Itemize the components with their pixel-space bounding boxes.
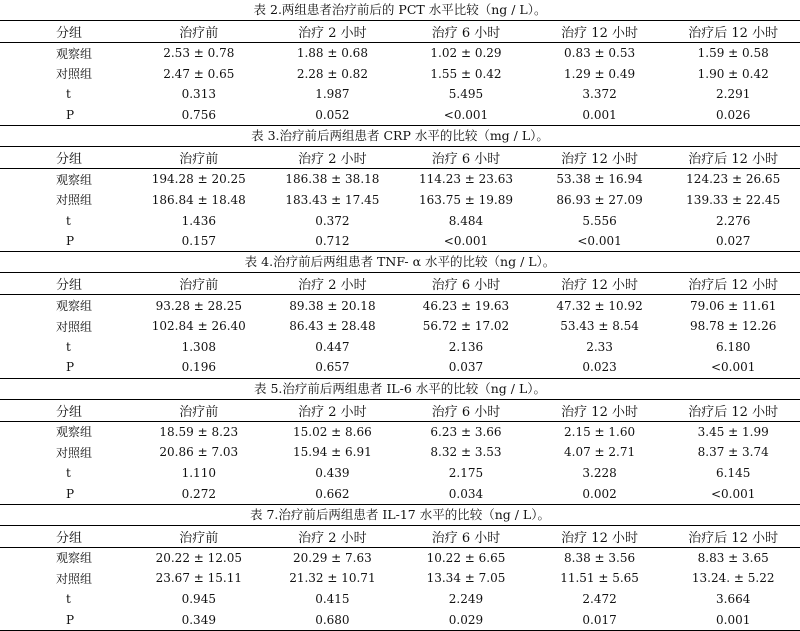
row-label: 观察组: [56, 46, 93, 61]
table-cell: <0.001: [533, 231, 667, 252]
table-cell: 2.33: [586, 339, 613, 354]
table-cell: 3.372: [582, 87, 617, 102]
table-cell: 3.45 ± 1.99: [697, 424, 769, 439]
table-cell: 2.472: [582, 592, 617, 607]
column-header: 治疗前: [132, 525, 266, 547]
column-header: 治疗后 12 小时: [666, 21, 800, 43]
table-cell: 1.88 ± 0.68: [296, 46, 368, 61]
table-cell: 1.02 ± 0.29: [430, 46, 502, 61]
row-label: t: [66, 339, 71, 354]
table-cell: 2.28 ± 0.82: [296, 66, 368, 81]
table-cell: 163.75 ± 19.89: [418, 192, 513, 207]
table-cell: 8.37 ± 3.74: [697, 445, 769, 460]
table-cell: 89.38 ± 20.18: [289, 298, 376, 313]
table-cell: 20.29 ± 7.63: [293, 550, 372, 565]
table-cell: <0.001: [666, 483, 800, 504]
table-block: [0, 0, 800, 126]
table-cell: 0.001: [533, 105, 667, 126]
table-cell: 186.38 ± 38.18: [285, 172, 380, 187]
table-cell: 102.84 ± 26.40: [151, 319, 246, 334]
table-cell: <0.001: [399, 231, 533, 252]
table-block: [0, 505, 800, 631]
row-label: t: [66, 466, 71, 481]
column-header: 分组: [0, 21, 132, 43]
column-header: 治疗前: [132, 273, 266, 295]
data-table: [0, 146, 800, 252]
table-row: [0, 316, 800, 337]
table-row: [0, 43, 800, 64]
table-cell: 139.33 ± 22.45: [686, 192, 781, 207]
table-cell: 0.349: [132, 610, 266, 631]
row-label: 观察组: [56, 299, 93, 314]
column-header: 治疗 6 小时: [399, 525, 533, 547]
table-block: [0, 126, 800, 252]
table-cell: 3.228: [582, 466, 617, 481]
column-header: 治疗后 12 小时: [666, 273, 800, 295]
column-header: 分组: [0, 525, 132, 547]
table-caption: 表 4.治疗前后两组患者 TNF- α 水平的比较（ng / L）。: [244, 254, 556, 270]
table-cell: 13.34 ± 7.05: [426, 571, 506, 586]
row-label: 对照组: [56, 319, 93, 334]
row-label: 观察组: [56, 172, 93, 187]
table-row: [0, 421, 800, 442]
table-cell: 2.136: [448, 339, 484, 354]
table-row: [0, 189, 800, 210]
row-label: t: [66, 592, 71, 607]
row-label: 观察组: [56, 551, 93, 566]
table-cell: 47.32 ± 10.92: [556, 298, 643, 313]
table-caption: 表 3.治疗前后两组患者 CRP 水平的比较（mg / L）。: [251, 128, 549, 144]
table-row: [0, 105, 800, 126]
table-caption: 表 2.两组患者治疗前后的 PCT 水平比较（ng / L）。: [253, 2, 547, 17]
table-cell: 11.51 ± 5.65: [560, 571, 639, 586]
table-cell: 6.23 ± 3.66: [430, 424, 502, 439]
table-cell: <0.001: [399, 105, 533, 126]
column-header: 治疗后 12 小时: [666, 399, 800, 421]
row-label: P: [0, 483, 132, 504]
table-cell: 2.53 ± 0.78: [163, 46, 235, 61]
table-cell: 186.84 ± 18.48: [151, 192, 246, 207]
data-table: [0, 272, 800, 378]
table-caption: 表 5.治疗前后两组患者 IL-6 水平的比较（ng / L）。: [253, 380, 547, 396]
table-cell: 114.23 ± 23.63: [418, 172, 513, 187]
table-cell: 0.052: [266, 105, 400, 126]
table-cell: 23.67 ± 15.11: [155, 571, 242, 586]
table-cell: 0.027: [666, 231, 800, 252]
table-row: [0, 357, 800, 378]
row-label: t: [66, 213, 71, 228]
table-cell: 1.987: [315, 87, 350, 102]
table-cell: 183.43 ± 17.45: [285, 192, 380, 207]
table-cell: 0.313: [181, 87, 216, 102]
table-cell: 0.372: [315, 213, 350, 228]
table-cell: <0.001: [666, 357, 800, 378]
table-cell: 0.945: [181, 592, 216, 607]
column-header: 治疗 6 小时: [399, 273, 533, 295]
column-header: 治疗前: [132, 147, 266, 169]
table-cell: 1.90 ± 0.42: [697, 66, 769, 81]
column-header: 治疗 6 小时: [399, 399, 533, 421]
column-header: 治疗后 12 小时: [666, 525, 800, 547]
table-cell: 0.002: [533, 483, 667, 504]
table-cell: 53.38 ± 16.94: [556, 172, 643, 187]
column-header: 治疗 6 小时: [399, 147, 533, 169]
table-cell: 18.59 ± 8.23: [159, 424, 239, 439]
table-cell: 0.023: [533, 357, 667, 378]
table-cell: 0.029: [399, 610, 533, 631]
table-cell: 0.662: [266, 483, 400, 504]
table-cell: 1.29 ± 0.49: [564, 66, 636, 81]
table-cell: 124.23 ± 26.65: [686, 172, 781, 187]
column-header: 治疗后 12 小时: [666, 147, 800, 169]
header-row: [0, 147, 800, 169]
table-cell: 56.72 ± 17.02: [422, 319, 510, 334]
row-label: P: [0, 610, 132, 631]
table-row: [0, 463, 800, 484]
column-header: 分组: [0, 399, 132, 421]
table-cell: 8.38 ± 3.56: [564, 550, 636, 565]
table-cell: 10.22 ± 6.65: [426, 550, 506, 565]
table-block: [0, 379, 800, 505]
column-header: 治疗 2 小时: [266, 147, 400, 169]
column-header: 治疗 2 小时: [266, 399, 400, 421]
table-row: [0, 295, 800, 316]
table-cell: 8.484: [448, 213, 484, 228]
table-block: [0, 252, 800, 378]
table-row: [0, 442, 800, 463]
column-header: 治疗前: [132, 21, 266, 43]
table-cell: 0.83 ± 0.53: [564, 46, 636, 61]
table-cell: 15.94 ± 6.91: [293, 445, 372, 460]
table-row: [0, 169, 800, 190]
table-cell: 3.664: [716, 592, 751, 607]
table-cell: 86.43 ± 28.48: [289, 319, 376, 334]
row-label: 对照组: [56, 67, 93, 82]
table-cell: 2.47 ± 0.65: [163, 66, 235, 81]
table-cell: 2.15 ± 1.60: [564, 424, 636, 439]
table-cell: 1.436: [181, 213, 216, 228]
table-cell: 1.59 ± 0.58: [697, 46, 769, 61]
table-cell: 4.07 ± 2.71: [564, 445, 636, 460]
column-header: 治疗 2 小时: [266, 525, 400, 547]
table-row: [0, 610, 800, 631]
table-cell: 79.06 ± 11.61: [689, 298, 777, 313]
header-row: [0, 399, 800, 421]
table-row: [0, 568, 800, 589]
table-cell: 20.86 ± 7.03: [159, 445, 239, 460]
table-cell: 21.32 ± 10.71: [289, 571, 376, 586]
table-cell: 2.249: [448, 592, 484, 607]
table-cell: 2.276: [716, 213, 751, 228]
row-label: P: [0, 105, 132, 126]
row-label: t: [66, 87, 71, 102]
column-header: 治疗前: [132, 399, 266, 421]
table-cell: 1.110: [181, 466, 216, 481]
row-label: 对照组: [56, 571, 93, 586]
table-cell: 6.145: [716, 466, 751, 481]
table-cell: 8.83 ± 3.65: [697, 550, 769, 565]
table-row: [0, 63, 800, 84]
table-cell: 0.001: [666, 610, 800, 631]
table-cell: 0.017: [533, 610, 667, 631]
data-table: [0, 525, 800, 631]
table-cell: 2.175: [448, 466, 484, 481]
table-cell: 8.32 ± 3.53: [430, 445, 502, 460]
data-table: [0, 399, 800, 505]
table-cell: 2.291: [716, 87, 751, 102]
table-cell: 5.495: [448, 87, 484, 102]
table-caption: 表 7.治疗前后两组患者 IL-17 水平的比较（ng / L）。: [250, 506, 550, 522]
table-cell: 0.712: [266, 231, 400, 252]
table-cell: 5.556: [582, 213, 617, 228]
data-table: [0, 20, 800, 126]
row-label: 观察组: [56, 425, 93, 440]
table-cell: 20.22 ± 12.05: [155, 550, 242, 565]
column-header: 治疗 2 小时: [266, 21, 400, 43]
table-cell: 0.756: [132, 105, 266, 126]
table-cell: 0.680: [266, 610, 400, 631]
column-header: 分组: [0, 273, 132, 295]
column-header: 治疗 12 小时: [533, 273, 667, 295]
table-cell: 194.28 ± 20.25: [151, 172, 246, 187]
table-cell: 86.93 ± 27.09: [556, 192, 643, 207]
column-header: 治疗 2 小时: [266, 273, 400, 295]
table-cell: 13.24. ± 5.22: [691, 571, 775, 586]
table-cell: 1.55 ± 0.42: [430, 66, 502, 81]
header-row: [0, 21, 800, 43]
column-header: 治疗 12 小时: [533, 21, 667, 43]
table-cell: 0.157: [132, 231, 266, 252]
table-cell: 0.439: [315, 466, 350, 481]
table-cell: 46.23 ± 19.63: [422, 298, 510, 313]
column-header: 治疗 6 小时: [399, 21, 533, 43]
table-cell: 53.43 ± 8.54: [560, 319, 639, 334]
column-header: 治疗 12 小时: [533, 147, 667, 169]
table-cell: 0.034: [399, 483, 533, 504]
table-cell: 0.196: [132, 357, 266, 378]
column-header: 治疗 12 小时: [533, 525, 667, 547]
table-row: [0, 483, 800, 504]
table-cell: 0.447: [315, 339, 350, 354]
column-header: 治疗 12 小时: [533, 399, 667, 421]
table-cell: 0.037: [399, 357, 533, 378]
row-label: P: [0, 231, 132, 252]
row-label: P: [0, 357, 132, 378]
table-cell: 0.026: [666, 105, 800, 126]
table-row: [0, 589, 800, 610]
column-header: 分组: [0, 147, 132, 169]
table-cell: 0.415: [315, 592, 350, 607]
header-row: [0, 273, 800, 295]
row-label: 对照组: [56, 193, 93, 208]
table-row: [0, 231, 800, 252]
table-row: [0, 547, 800, 568]
table-cell: 1.308: [181, 339, 216, 354]
table-cell: 6.180: [716, 339, 751, 354]
table-row: [0, 84, 800, 105]
table-row: [0, 210, 800, 231]
header-row: [0, 525, 800, 547]
table-cell: 15.02 ± 8.66: [293, 424, 372, 439]
table-cell: 0.657: [266, 357, 400, 378]
table-cell: 98.78 ± 12.26: [689, 319, 777, 334]
table-cell: 93.28 ± 28.25: [155, 298, 242, 313]
table-row: [0, 336, 800, 357]
table-cell: 0.272: [132, 483, 266, 504]
row-label: 对照组: [56, 445, 93, 460]
